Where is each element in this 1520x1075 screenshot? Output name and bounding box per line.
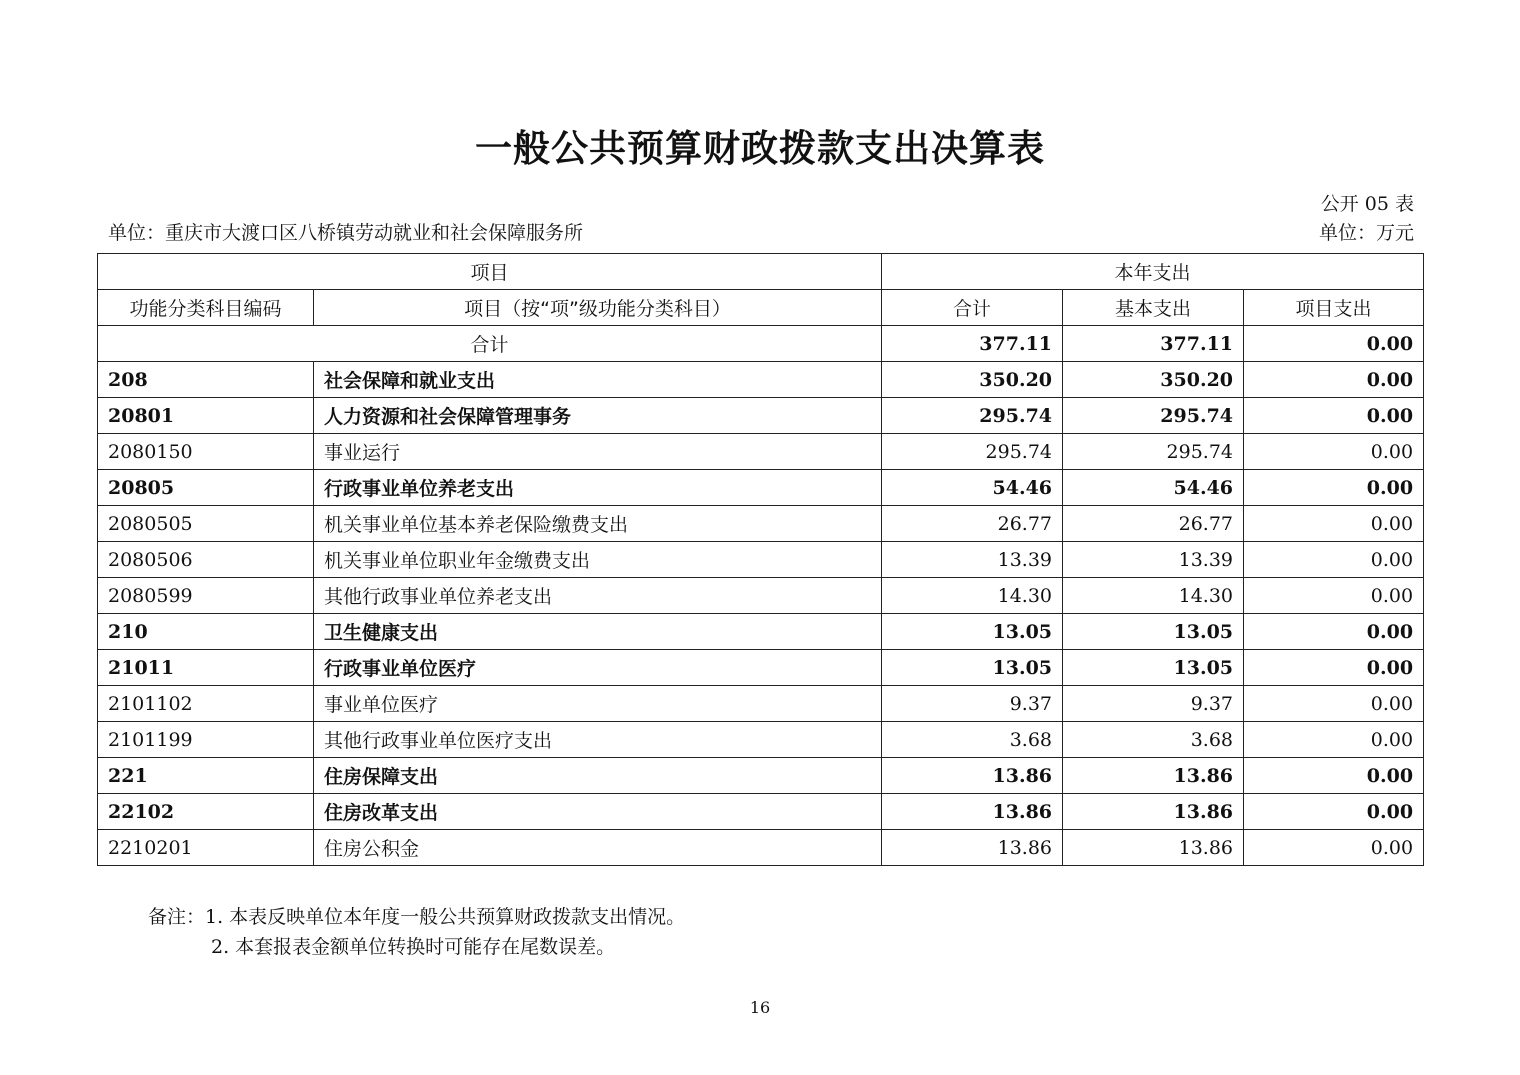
row-basic: 295.74 — [1063, 398, 1244, 434]
total-sum: 377.11 — [882, 326, 1063, 362]
table-row — [98, 542, 1424, 578]
total-label: 合计 — [98, 326, 882, 362]
row-basic: 295.74 — [1063, 434, 1244, 470]
table-row — [98, 722, 1424, 758]
row-total: 54.46 — [882, 470, 1063, 506]
row-code: 2080150 — [98, 434, 314, 470]
row-code: 2080599 — [98, 578, 314, 614]
row-project: 0.00 — [1244, 578, 1424, 614]
row-basic: 54.46 — [1063, 470, 1244, 506]
row-basic: 26.77 — [1063, 506, 1244, 542]
header-row-2 — [98, 290, 1424, 326]
row-project: 0.00 — [1244, 470, 1424, 506]
row-project: 0.00 — [1244, 794, 1424, 830]
row-total: 295.74 — [882, 434, 1063, 470]
row-project: 0.00 — [1244, 758, 1424, 794]
table-row — [98, 758, 1424, 794]
row-name: 其他行政事业单位医疗支出 — [314, 722, 882, 758]
row-basic: 13.86 — [1063, 758, 1244, 794]
header-basic: 基本支出 — [1063, 290, 1244, 326]
page-title: 一般公共预算财政拨款支出决算表 — [475, 127, 1045, 170]
row-code: 221 — [98, 758, 314, 794]
row-total: 9.37 — [882, 686, 1063, 722]
table-row — [98, 794, 1424, 830]
table-row — [98, 398, 1424, 434]
row-name: 住房公积金 — [314, 830, 882, 866]
row-code: 210 — [98, 614, 314, 650]
table-row — [98, 830, 1424, 866]
expenditure-table — [97, 253, 1424, 866]
row-project: 0.00 — [1244, 722, 1424, 758]
row-basic: 350.20 — [1063, 362, 1244, 398]
header-project-exp: 项目支出 — [1244, 290, 1424, 326]
row-basic: 3.68 — [1063, 722, 1244, 758]
unit-currency: 单位：万元 — [1318, 222, 1414, 244]
row-code: 208 — [98, 362, 314, 398]
table-row — [98, 434, 1424, 470]
row-name: 卫生健康支出 — [314, 614, 882, 650]
row-name: 事业单位医疗 — [314, 686, 882, 722]
row-total: 13.39 — [882, 542, 1063, 578]
table-row — [98, 578, 1424, 614]
row-name: 住房改革支出 — [314, 794, 882, 830]
table-row — [98, 362, 1424, 398]
row-project: 0.00 — [1244, 830, 1424, 866]
row-name: 机关事业单位基本养老保险缴费支出 — [314, 506, 882, 542]
row-basic: 13.05 — [1063, 650, 1244, 686]
row-code: 21011 — [98, 650, 314, 686]
row-name: 机关事业单位职业年金缴费支出 — [314, 542, 882, 578]
total-row — [98, 326, 1424, 362]
row-total: 13.05 — [882, 650, 1063, 686]
row-basic: 13.86 — [1063, 794, 1244, 830]
row-code: 2080506 — [98, 542, 314, 578]
table-row — [98, 614, 1424, 650]
row-code: 2210201 — [98, 830, 314, 866]
row-project: 0.00 — [1244, 542, 1424, 578]
row-name: 行政事业单位养老支出 — [314, 470, 882, 506]
page-number: 16 — [749, 998, 771, 1017]
row-name: 行政事业单位医疗 — [314, 650, 882, 686]
row-code: 2080505 — [98, 506, 314, 542]
row-name: 住房保障支出 — [314, 758, 882, 794]
row-name: 人力资源和社会保障管理事务 — [314, 398, 882, 434]
row-project: 0.00 — [1244, 398, 1424, 434]
row-basic: 13.05 — [1063, 614, 1244, 650]
row-total: 26.77 — [882, 506, 1063, 542]
total-project: 0.00 — [1244, 326, 1424, 362]
row-total: 350.20 — [882, 362, 1063, 398]
header-current-year: 本年支出 — [882, 254, 1424, 290]
table-row — [98, 686, 1424, 722]
row-name: 事业运行 — [314, 434, 882, 470]
note-line-1: 备注：1. 本表反映单位本年度一般公共预算财政拨款支出情况。 — [148, 906, 686, 928]
header-name: 项目（按“项”级功能分类科目） — [314, 290, 882, 326]
row-basic: 9.37 — [1063, 686, 1244, 722]
row-total: 14.30 — [882, 578, 1063, 614]
row-total: 13.86 — [882, 794, 1063, 830]
row-code: 22102 — [98, 794, 314, 830]
row-total: 295.74 — [882, 398, 1063, 434]
row-basic: 13.39 — [1063, 542, 1244, 578]
row-name: 其他行政事业单位养老支出 — [314, 578, 882, 614]
header-total: 合计 — [882, 290, 1063, 326]
header-code: 功能分类科目编码 — [98, 290, 314, 326]
row-project: 0.00 — [1244, 614, 1424, 650]
table-row — [98, 470, 1424, 506]
row-code: 20805 — [98, 470, 314, 506]
row-basic: 14.30 — [1063, 578, 1244, 614]
header-project: 项目 — [98, 254, 882, 290]
notes — [148, 902, 685, 962]
table-row — [98, 506, 1424, 542]
row-code: 20801 — [98, 398, 314, 434]
row-total: 13.05 — [882, 614, 1063, 650]
table-row — [98, 650, 1424, 686]
row-project: 0.00 — [1244, 434, 1424, 470]
row-project: 0.00 — [1244, 650, 1424, 686]
row-code: 2101199 — [98, 722, 314, 758]
note-line-2: 2. 本套报表金额单位转换时可能存在尾数误差。 — [211, 936, 616, 958]
row-basic: 13.86 — [1063, 830, 1244, 866]
row-total: 13.86 — [882, 830, 1063, 866]
total-basic: 377.11 — [1063, 326, 1244, 362]
row-total: 3.68 — [882, 722, 1063, 758]
unit-organization: 单位：重庆市大渡口区八桥镇劳动就业和社会保障服务所 — [108, 222, 584, 244]
form-number: 公开 05 表 — [1320, 193, 1414, 215]
row-name: 社会保障和就业支出 — [314, 362, 882, 398]
row-project: 0.00 — [1244, 506, 1424, 542]
row-total: 13.86 — [882, 758, 1063, 794]
row-project: 0.00 — [1244, 686, 1424, 722]
row-code: 2101102 — [98, 686, 314, 722]
row-project: 0.00 — [1244, 362, 1424, 398]
header-row-1 — [98, 254, 1424, 290]
